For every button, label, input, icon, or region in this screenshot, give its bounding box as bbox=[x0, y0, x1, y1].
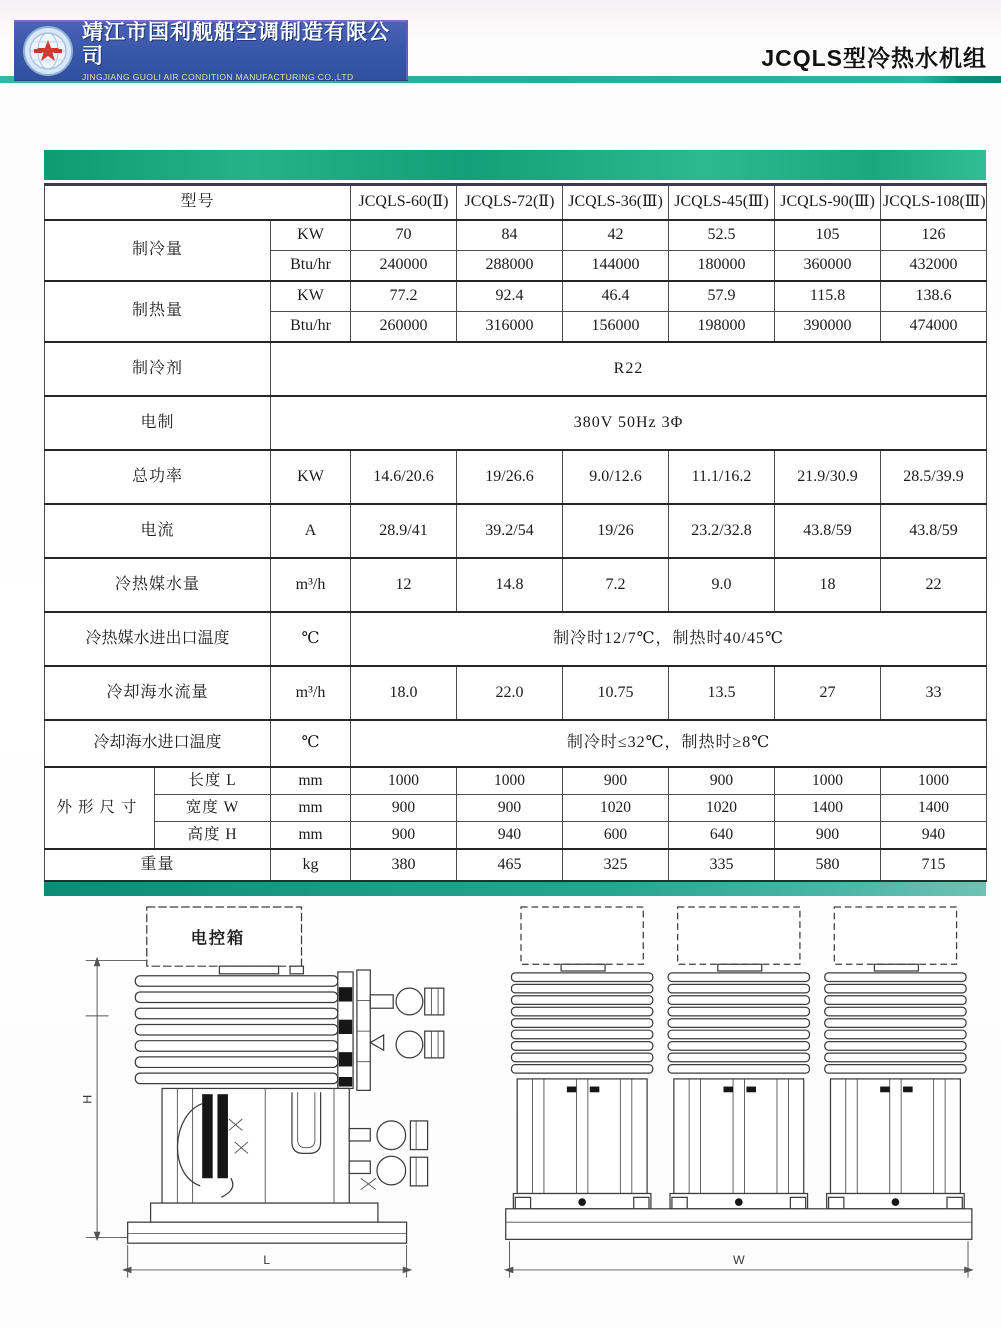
model-name: JCQLS-45(Ⅲ) bbox=[669, 185, 775, 221]
heating-kw-value: 92.4 bbox=[457, 281, 563, 312]
dim-width-unit: mm bbox=[271, 795, 351, 822]
table-row-models bbox=[45, 185, 987, 221]
control-box bbox=[147, 907, 304, 974]
seawater-flow-value: 10.75 bbox=[563, 666, 669, 720]
water-temp-unit: ℃ bbox=[271, 612, 351, 666]
heating-btu-unit: Btu/hr bbox=[271, 312, 351, 343]
company-brand-bar bbox=[14, 20, 408, 80]
dim-length-value: 900 bbox=[563, 767, 669, 795]
dim-width-value: 900 bbox=[457, 795, 563, 822]
table-row-weight bbox=[45, 849, 987, 881]
water-flow-unit: m³/h bbox=[271, 558, 351, 612]
lower-pipe-connections bbox=[349, 1121, 427, 1190]
total-power-value: 19/26.6 bbox=[457, 450, 563, 504]
refrigerant-value: R22 bbox=[271, 342, 987, 396]
cooling-kw-value: 105 bbox=[775, 220, 881, 251]
current-value: 19/26 bbox=[563, 504, 669, 558]
heating-btu-value: 260000 bbox=[351, 312, 457, 343]
company-logo-icon bbox=[22, 25, 74, 77]
common-base bbox=[506, 1209, 972, 1240]
cooling-kw-value: 70 bbox=[351, 220, 457, 251]
dim-width-label: 宽度 W bbox=[155, 795, 271, 822]
heating-btu-value: 156000 bbox=[563, 312, 669, 343]
page-title: JCQLS型冷热水机组 bbox=[761, 45, 987, 71]
seawater-flow-value: 13.5 bbox=[669, 666, 775, 720]
weight-value: 580 bbox=[775, 849, 881, 881]
water-flow-value: 14.8 bbox=[457, 558, 563, 612]
model-name: JCQLS-108(Ⅲ) bbox=[881, 185, 987, 221]
weight-value: 380 bbox=[351, 849, 457, 881]
cooling-btu-value: 432000 bbox=[881, 251, 987, 282]
table-row-seawater-flow bbox=[45, 666, 987, 720]
dimensions-label: 外形尺寸 bbox=[45, 767, 155, 849]
dim-length-value: 1000 bbox=[775, 767, 881, 795]
dim-height-value: 900 bbox=[351, 822, 457, 850]
heating-btu-value: 390000 bbox=[775, 312, 881, 343]
cooling-label: 制冷量 bbox=[45, 220, 271, 281]
table-row-heating-kw bbox=[45, 281, 987, 312]
water-temp-label: 冷热媒水进出口温度 bbox=[45, 612, 271, 666]
seawater-flow-value: 22.0 bbox=[457, 666, 563, 720]
table-row-seawater-temp bbox=[45, 720, 987, 767]
weight-value: 325 bbox=[563, 849, 669, 881]
table-row-water-flow bbox=[45, 558, 987, 612]
cooling-kw-value: 52.5 bbox=[669, 220, 775, 251]
table-top-band bbox=[44, 150, 986, 180]
table-row-total-power bbox=[45, 450, 987, 504]
cooling-kw-value: 42 bbox=[563, 220, 669, 251]
page-header bbox=[0, 0, 1001, 150]
dim-length-value: 900 bbox=[669, 767, 775, 795]
svg-text:W: W bbox=[733, 1253, 746, 1268]
heating-kw-value: 115.8 bbox=[775, 281, 881, 312]
table-row-cooling-kw bbox=[45, 220, 987, 251]
model-name: JCQLS-90(Ⅲ) bbox=[775, 185, 881, 221]
cooling-btu-value: 144000 bbox=[563, 251, 669, 282]
power-supply-value: 380V 50Hz 3Φ bbox=[271, 396, 987, 450]
weight-value: 715 bbox=[881, 849, 987, 881]
model-name: JCQLS-36(Ⅲ) bbox=[563, 185, 669, 221]
seawater-flow-label: 冷却海水流量 bbox=[45, 666, 271, 720]
dim-height-unit: mm bbox=[271, 822, 351, 850]
total-power-unit: KW bbox=[271, 450, 351, 504]
upper-pipe-connections bbox=[370, 988, 444, 1058]
seawater-flow-value: 27 bbox=[775, 666, 881, 720]
table-row-refrigerant bbox=[45, 342, 987, 396]
company-name-cn: 靖江市国利舰船空调制造有限公司 bbox=[82, 20, 390, 68]
dim-length-label: 长度 L bbox=[155, 767, 271, 795]
base-plates bbox=[128, 1203, 407, 1243]
total-power-label: 总功率 bbox=[45, 450, 271, 504]
dimension-l bbox=[122, 1245, 412, 1277]
seawater-temp-value: 制冷时≤32℃，制热时≥8℃ bbox=[351, 720, 987, 767]
front-unit-2 bbox=[669, 907, 810, 1209]
dim-width-value: 900 bbox=[351, 795, 457, 822]
water-flow-value: 18 bbox=[775, 558, 881, 612]
heating-btu-value: 198000 bbox=[669, 312, 775, 343]
table-row-dim-height bbox=[45, 822, 987, 850]
weight-value: 465 bbox=[457, 849, 563, 881]
cooling-kw-unit: KW bbox=[271, 220, 351, 251]
model-name: JCQLS-60(Ⅱ) bbox=[351, 185, 457, 221]
current-unit: A bbox=[271, 504, 351, 558]
dim-height-label: 高度 H bbox=[155, 822, 271, 850]
water-temp-value: 制冷时12/7℃，制热时40/45℃ bbox=[351, 612, 987, 666]
current-value: 43.8/59 bbox=[775, 504, 881, 558]
cooling-btu-value: 240000 bbox=[351, 251, 457, 282]
table-row-water-temp bbox=[45, 612, 987, 666]
cooling-btu-value: 360000 bbox=[775, 251, 881, 282]
seawater-temp-unit: ℃ bbox=[271, 720, 351, 767]
cooling-btu-value: 288000 bbox=[457, 251, 563, 282]
dim-height-value: 640 bbox=[669, 822, 775, 850]
current-value: 39.2/54 bbox=[457, 504, 563, 558]
front-unit-3 bbox=[825, 907, 966, 1209]
svg-text:H: H bbox=[80, 1094, 95, 1104]
total-power-value: 28.5/39.9 bbox=[881, 450, 987, 504]
spec-table bbox=[44, 183, 987, 882]
weight-unit: kg bbox=[271, 849, 351, 881]
water-flow-label: 冷热媒水量 bbox=[45, 558, 271, 612]
dim-height-value: 900 bbox=[775, 822, 881, 850]
heat-exchanger-coil bbox=[135, 970, 370, 1090]
seawater-flow-unit: m³/h bbox=[271, 666, 351, 720]
cooling-kw-value: 126 bbox=[881, 220, 987, 251]
water-flow-value: 12 bbox=[351, 558, 457, 612]
cooling-kw-value: 84 bbox=[457, 220, 563, 251]
unit-side-view-drawing bbox=[78, 892, 452, 1304]
model-row-label: 型号 bbox=[45, 185, 351, 221]
heating-kw-unit: KW bbox=[271, 281, 351, 312]
weight-value: 335 bbox=[669, 849, 775, 881]
dim-length-unit: mm bbox=[271, 767, 351, 795]
water-flow-value: 22 bbox=[881, 558, 987, 612]
dim-width-value: 1020 bbox=[563, 795, 669, 822]
company-name-en: JINGJIANG GUOLI AIR CONDITION MANUFACTURING CO.,LTD bbox=[82, 71, 354, 82]
control-box-label: 电控箱 bbox=[190, 929, 246, 948]
cooling-btu-unit: Btu/hr bbox=[271, 251, 351, 282]
seawater-temp-label: 冷却海水进口温度 bbox=[45, 720, 271, 767]
heating-kw-value: 77.2 bbox=[351, 281, 457, 312]
heating-btu-value: 316000 bbox=[457, 312, 563, 343]
table-row-power-supply bbox=[45, 396, 987, 450]
dim-length-value: 1000 bbox=[351, 767, 457, 795]
brand-text-block bbox=[82, 21, 406, 82]
cooling-btu-value: 180000 bbox=[669, 251, 775, 282]
machine-body bbox=[162, 1088, 349, 1203]
current-value: 28.9/41 bbox=[351, 504, 457, 558]
power-supply-label: 电制 bbox=[45, 396, 271, 450]
water-flow-value: 9.0 bbox=[669, 558, 775, 612]
dimension-w bbox=[504, 1241, 974, 1277]
total-power-value: 11.1/16.2 bbox=[669, 450, 775, 504]
table-row-dim-length bbox=[45, 767, 987, 795]
dim-width-value: 1400 bbox=[775, 795, 881, 822]
dim-width-value: 1020 bbox=[669, 795, 775, 822]
refrigerant-label: 制冷剂 bbox=[45, 342, 271, 396]
current-label: 电流 bbox=[45, 504, 271, 558]
table-row-dim-width bbox=[45, 795, 987, 822]
heating-kw-value: 57.9 bbox=[669, 281, 775, 312]
current-value: 43.8/59 bbox=[881, 504, 987, 558]
front-unit-1 bbox=[512, 907, 653, 1209]
heating-kw-value: 46.4 bbox=[563, 281, 669, 312]
water-flow-value: 7.2 bbox=[563, 558, 669, 612]
total-power-value: 21.9/30.9 bbox=[775, 450, 881, 504]
dim-height-value: 600 bbox=[563, 822, 669, 850]
heating-label: 制热量 bbox=[45, 281, 271, 342]
technical-drawings bbox=[78, 892, 978, 1304]
heating-kw-value: 138.6 bbox=[881, 281, 987, 312]
seawater-flow-value: 33 bbox=[881, 666, 987, 720]
svg-text:L: L bbox=[263, 1253, 271, 1268]
seawater-flow-value: 18.0 bbox=[351, 666, 457, 720]
dim-height-value: 940 bbox=[881, 822, 987, 850]
dim-height-value: 940 bbox=[457, 822, 563, 850]
total-power-value: 9.0/12.6 bbox=[563, 450, 669, 504]
weight-label: 重量 bbox=[45, 849, 271, 881]
dim-length-value: 1000 bbox=[457, 767, 563, 795]
dim-length-value: 1000 bbox=[881, 767, 987, 795]
model-name: JCQLS-72(Ⅱ) bbox=[457, 185, 563, 221]
unit-front-view-drawing bbox=[500, 892, 978, 1304]
table-row-current bbox=[45, 504, 987, 558]
total-power-value: 14.6/20.6 bbox=[351, 450, 457, 504]
current-value: 23.2/32.8 bbox=[669, 504, 775, 558]
dim-width-value: 1400 bbox=[881, 795, 987, 822]
heating-btu-value: 474000 bbox=[881, 312, 987, 343]
spec-table-section bbox=[44, 150, 986, 896]
